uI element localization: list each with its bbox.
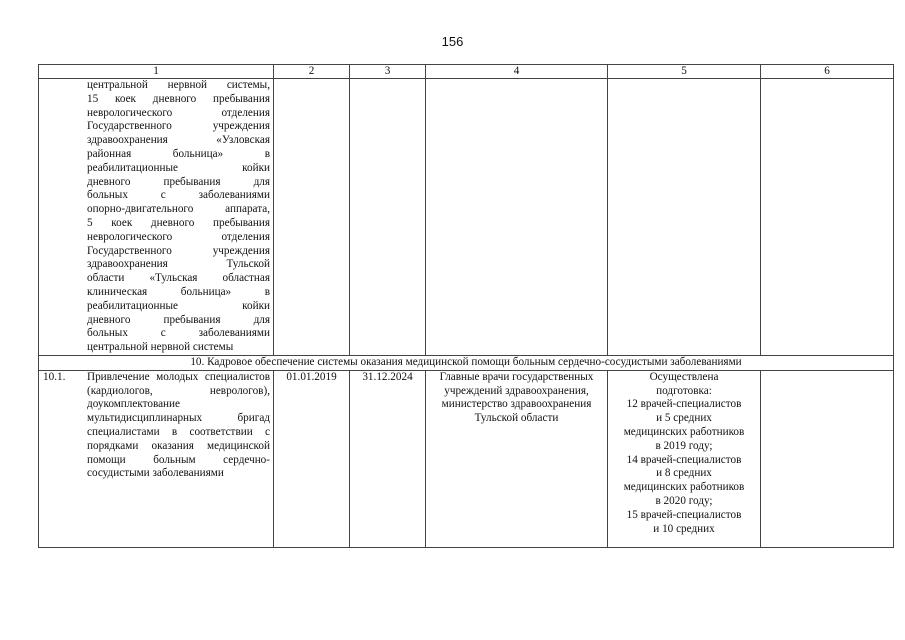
- measure-wrap: [43, 371, 270, 481]
- continuation-line: клиническая больница» в: [87, 285, 270, 298]
- continuation-line: реабилитационные койки: [87, 161, 270, 174]
- continuation-line: больных с заболеваниями: [87, 327, 270, 340]
- section-title: 10. Кадровое обеспечение системы оказания медицинской помощи больным сердечно-сосудистыми заболеваниями: [39, 355, 894, 370]
- measures-table: [38, 64, 894, 548]
- continuation-line: неврологического отделения: [87, 106, 270, 119]
- continuation-line: Государственного учреждения: [87, 120, 270, 133]
- continuation-line: области «Тульская областная: [87, 272, 270, 285]
- header-cell-5: 5: [608, 65, 761, 79]
- result-text: [610, 371, 758, 537]
- continuation-line: Государственного учреждения: [87, 244, 270, 257]
- measure-description: Привлечение молодых специалистов (кардиологов, неврологов), доукомплектование мультидисциплинарных бригад специалистами в соответствии с порядками оказания медицинской помощи больным сердечно-сосудистыми заболеваниями: [87, 370, 270, 480]
- note-cell: [761, 370, 894, 547]
- result-line: и 5 средних: [656, 412, 712, 425]
- result-cell: [608, 370, 761, 547]
- continuation-line: центральной нервной системы: [87, 341, 234, 354]
- header-cell-3: 3: [350, 65, 426, 79]
- continuation-line: центральной нервной системы,: [87, 79, 270, 91]
- empty-cell: [761, 79, 894, 356]
- result-line: 15 врачей-специалистов: [626, 508, 742, 521]
- empty-cell: [274, 79, 350, 356]
- continuation-text-cell: [39, 79, 274, 356]
- table-row: [39, 370, 894, 547]
- continuation-line: дневного пребывания для: [87, 175, 270, 188]
- continuation-text: [87, 79, 270, 355]
- continuation-line: неврологического отделения: [87, 230, 270, 243]
- continuation-line: реабилитационные койки: [87, 299, 270, 312]
- start-date: 01.01.2019: [274, 370, 350, 547]
- result-line: Осуществлена: [649, 370, 719, 383]
- end-date: 31.12.2024: [350, 370, 426, 547]
- empty-cell: [350, 79, 426, 356]
- result-line: 14 врачей-специалистов: [626, 453, 742, 466]
- continuation-line: здравоохранения «Узловская: [87, 134, 270, 147]
- result-line: в 2020 году;: [655, 494, 713, 507]
- table-header-row: [39, 65, 894, 79]
- result-line: медицинских работников: [623, 481, 745, 494]
- section-row: [39, 355, 894, 370]
- result-line: медицинских работников: [623, 425, 745, 438]
- page-number: 156: [441, 34, 464, 49]
- continuation-line: 5 коек дневного пребывания: [87, 216, 270, 229]
- continuation-line: районная больница» в: [87, 147, 270, 160]
- continuation-line: больных с заболеваниями: [87, 189, 270, 202]
- measure-cell: [39, 370, 274, 547]
- continuation-line: дневного пребывания для: [87, 313, 270, 326]
- continuation-line: 15 коек дневного пребывания: [87, 92, 270, 105]
- result-line: в 2019 году;: [655, 439, 713, 452]
- result-line: и 8 средних: [656, 467, 712, 480]
- continuation-row: [39, 79, 894, 356]
- empty-cell: [608, 79, 761, 356]
- header-cell-4: 4: [426, 65, 608, 79]
- header-cell-1: 1: [39, 65, 274, 79]
- header-cell-6: 6: [761, 65, 894, 79]
- continuation-line: опорно-двигательного аппарата,: [87, 203, 270, 216]
- responsible: Главные врачи государственных учреждений здравоохранения, министерство здравоохранения Тульской области: [426, 370, 608, 547]
- result-line: и 10 средних: [653, 522, 715, 535]
- header-cell-2: 2: [274, 65, 350, 79]
- continuation-line: здравоохранения Тульской: [87, 258, 270, 271]
- result-line: подготовка:: [656, 384, 712, 397]
- row-number: 10.1.: [43, 370, 66, 383]
- empty-cell: [426, 79, 608, 356]
- result-line: 12 врачей-специалистов: [626, 398, 742, 411]
